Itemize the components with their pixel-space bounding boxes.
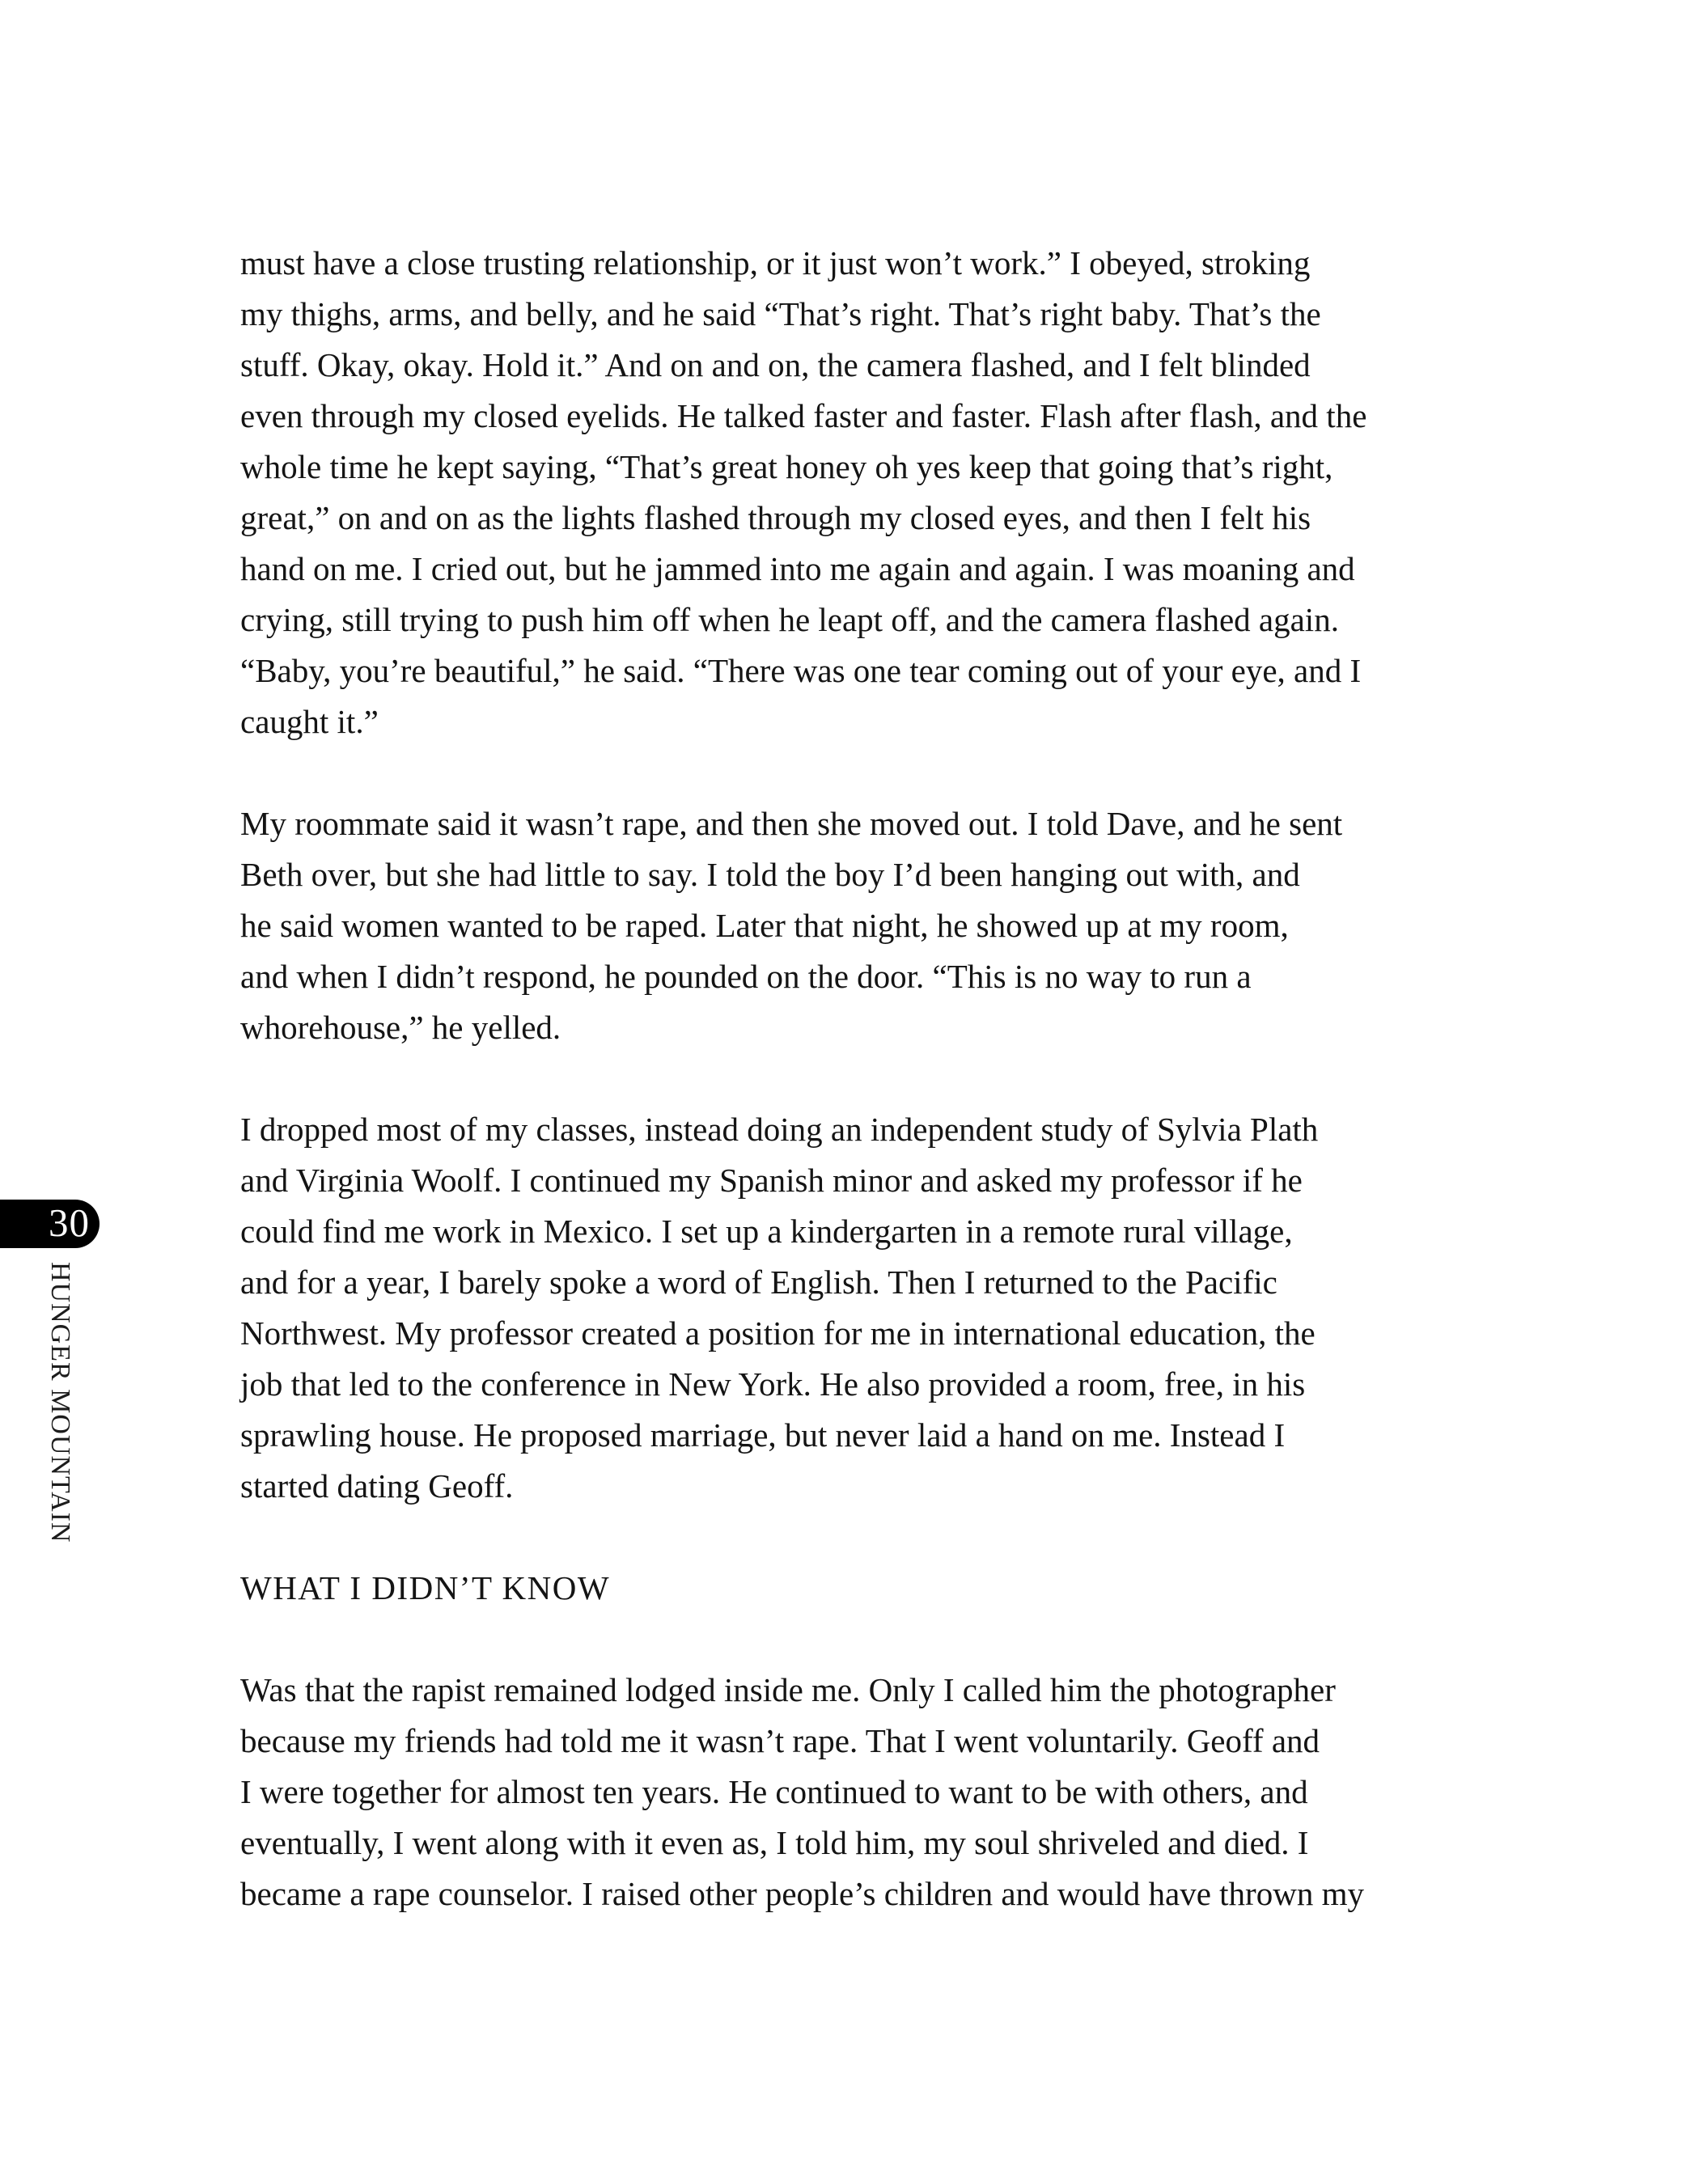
text-line: sprawling house. He proposed marriage, but never laid a hand on me. Instead I [240, 1416, 1286, 1454]
text-line: Was that the rapist remained lodged inside me. Only I called him the photographer [240, 1671, 1336, 1708]
text-line: I dropped most of my classes, instead doing an independent study of Sylvia Plath [240, 1111, 1319, 1148]
text-line: caught it.” [240, 703, 379, 740]
text-line: and when I didn’t respond, he pounded on the door. “This is no way to run a [240, 958, 1252, 995]
paragraph [240, 238, 1551, 747]
text-line: I were together for almost ten years. He continued to want to be with others, and [240, 1773, 1308, 1810]
text-line: great,” on and on as the lights flashed through my closed eyes, and then I felt his [240, 499, 1311, 536]
page-number-tab [0, 1200, 100, 1248]
text-line: My roommate said it wasn’t rape, and then she moved out. I told Dave, and he sent [240, 805, 1343, 842]
text-line: my thighs, arms, and belly, and he said “That’s right. That’s right baby. That’s the [240, 295, 1321, 332]
text-line: stuff. Okay, okay. Hold it.” And on and on, the camera flashed, and I felt blinded [240, 346, 1311, 383]
page-number: 30 [49, 1200, 90, 1245]
paragraph [240, 1104, 1551, 1512]
text-line: “Baby, you’re beautiful,” he said. “There was one tear coming out of your eye, and I [240, 652, 1362, 689]
text-line: because my friends had told me it wasn’t rape. That I went voluntarily. Geoff and [240, 1722, 1320, 1759]
text-line: could find me work in Mexico. I set up a kindergarten in a remote rural village, [240, 1213, 1293, 1250]
essay-text-column [240, 238, 1551, 1970]
paragraph [240, 1665, 1551, 1919]
text-line: must have a close trusting relationship, or it just won’t work.” I obeyed, stroking [240, 244, 1311, 281]
text-line: and Virginia Woolf. I continued my Spanish minor and asked my professor if he [240, 1162, 1303, 1199]
text-line: even through my closed eyelids. He talked faster and faster. Flash after flash, and the [240, 397, 1367, 434]
text-line: job that led to the conference in New York. He also provided a room, free, in his [240, 1365, 1306, 1403]
text-line: whorehouse,” he yelled. [240, 1009, 561, 1046]
text-line: eventually, I went along with it even as, I told him, my soul shriveled and died. I [240, 1824, 1309, 1861]
text-line: became a rape counselor. I raised other people’s children and would have thrown my [240, 1875, 1364, 1912]
text-line: Northwest. My professor created a position for me in international education, the [240, 1314, 1316, 1352]
text-line: Beth over, but she had little to say. I told the boy I’d been hanging out with, and [240, 856, 1300, 893]
text-line: he said women wanted to be raped. Later that night, he showed up at my room, [240, 907, 1289, 944]
text-line: started dating Geoff. [240, 1467, 514, 1505]
text-line: crying, still trying to push him off when he leapt off, and the camera flashed again. [240, 601, 1339, 638]
journal-name-vertical: HUNGER MOUNTAIN [45, 1262, 75, 1543]
text-line: and for a year, I barely spoke a word of English. Then I returned to the Pacific [240, 1263, 1277, 1301]
text-line: hand on me. I cried out, but he jammed into me again and again. I was moaning and [240, 550, 1355, 587]
section-heading [240, 1563, 1551, 1614]
text-line: whole time he kept saying, “That’s great honey oh yes keep that going that’s right, [240, 448, 1333, 485]
text-line: WHAT I DIDN’T KNOW [240, 1569, 611, 1606]
paragraph [240, 798, 1551, 1053]
